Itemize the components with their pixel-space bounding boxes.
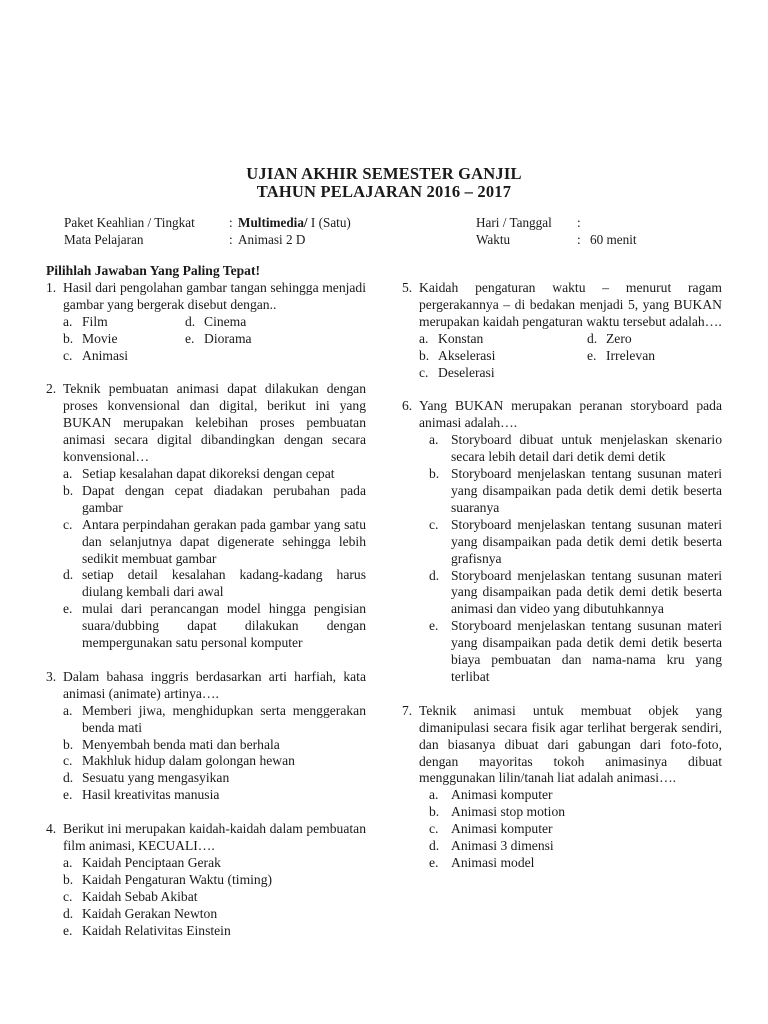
option-a[interactable] bbox=[419, 331, 587, 348]
option-text: setiap detail kesalahan kadang-kadang harus diulang kembali dari awal bbox=[82, 567, 366, 600]
question-text: Berikut ini merupakan kaidah-kaidah dalam pembuatan film animasi, KECUALI…. bbox=[63, 821, 366, 854]
option-c[interactable] bbox=[63, 517, 366, 568]
option-label: d. bbox=[63, 905, 74, 921]
question-number: 7. bbox=[402, 702, 413, 718]
options bbox=[46, 855, 366, 940]
question-stem bbox=[46, 280, 366, 314]
mapel-label: Mata Pelajaran bbox=[64, 232, 144, 247]
waktu-colon: : bbox=[577, 232, 581, 247]
option-label: e. bbox=[63, 787, 73, 803]
question-number: 1. bbox=[46, 279, 57, 295]
option-text: Diorama bbox=[204, 330, 252, 346]
question-4 bbox=[46, 821, 366, 939]
exam-title: UJIAN AKHIR SEMESTER GANJIL bbox=[246, 164, 522, 183]
option-label: b. bbox=[63, 330, 74, 346]
option-text: Hasil kreativitas manusia bbox=[82, 787, 220, 803]
mapel-value: Animasi 2 D bbox=[238, 232, 306, 247]
option-text: Menyembah benda mati dan berhala bbox=[82, 736, 280, 752]
option-label: e. bbox=[63, 922, 73, 938]
question-stem bbox=[46, 669, 366, 703]
option-label: a. bbox=[63, 465, 73, 481]
option-label: e. bbox=[63, 601, 73, 617]
question-number: 6. bbox=[402, 398, 413, 414]
question-3 bbox=[46, 669, 366, 804]
option-text: Animasi stop motion bbox=[451, 804, 566, 820]
question-stem bbox=[402, 280, 722, 331]
option-label: d. bbox=[185, 313, 196, 329]
option-text: Storyboard menjelaskan tentang susunan materi yang disampaikan pada detik demi detik beserta biaya pembuatan dan nama-nama kru yang terlibat bbox=[451, 618, 722, 684]
option-text: Dapat dengan cepat diadakan perubahan pada gambar bbox=[82, 482, 366, 515]
option-text: Konstan bbox=[438, 330, 484, 346]
question-text: Kaidah pengaturan waktu – menurut ragam pergerakannya – di bedakan menjadi 5, yang BUKAN merupakan kaidah pengaturan waktu tersebut adalah…. bbox=[419, 280, 722, 329]
option-d[interactable] bbox=[63, 906, 366, 923]
option-label: b. bbox=[429, 804, 440, 820]
option-text: Kaidah Sebab Akibat bbox=[82, 888, 198, 904]
question-text: Hasil dari pengolahan gambar tangan sehingga menjadi gambar yang bergerak disebut dengan.. bbox=[63, 279, 366, 312]
option-text: Storyboard menjelaskan tentang susunan materi yang disampaikan pada detik demi detik beserta suaranya bbox=[451, 466, 722, 515]
option-b[interactable] bbox=[63, 331, 185, 348]
option-label: c. bbox=[63, 347, 73, 363]
question-text: Teknik pembuatan animasi dapat dilakukan dengan proses konvensional dan digital, berikut ini yang BUKAN merupakan kelebihan proses pembuatan animasi secara digital dibandingkan dengan secara konvensional… bbox=[63, 381, 366, 465]
options bbox=[402, 787, 722, 872]
question-number: 2. bbox=[46, 381, 57, 397]
option-text: Animasi 3 dimensi bbox=[451, 838, 554, 854]
option-a[interactable] bbox=[63, 466, 366, 483]
option-d[interactable] bbox=[587, 331, 722, 348]
option-label: e. bbox=[185, 330, 195, 346]
option-e[interactable] bbox=[185, 331, 366, 348]
options bbox=[46, 466, 366, 652]
option-label: c. bbox=[429, 516, 439, 532]
option-label: b. bbox=[429, 466, 440, 482]
paket-value bbox=[238, 215, 351, 231]
option-text: Memberi jiwa, menghidupkan serta menggerakan benda mati bbox=[82, 702, 366, 735]
options bbox=[402, 331, 722, 382]
option-label: c. bbox=[419, 364, 429, 380]
option-a[interactable] bbox=[429, 432, 722, 466]
option-a[interactable] bbox=[63, 855, 366, 872]
option-c[interactable] bbox=[429, 821, 722, 838]
option-d[interactable] bbox=[185, 314, 366, 331]
option-label: e. bbox=[429, 855, 439, 870]
option-text: Animasi model bbox=[451, 855, 535, 870]
question-stem bbox=[402, 398, 722, 432]
option-label: b. bbox=[419, 347, 430, 363]
option-d[interactable] bbox=[429, 568, 722, 619]
option-text: Movie bbox=[82, 330, 118, 346]
option-label: e. bbox=[587, 347, 597, 363]
option-text: Antara perpindahan gerakan pada gambar yang satu dan selanjutnya dapat digenerate sehingga lebih sedikit membuat gambar bbox=[82, 516, 366, 566]
option-text: Kaidah Gerakan Newton bbox=[82, 905, 218, 921]
option-text: Makhluk hidup dalam golongan hewan bbox=[82, 753, 295, 769]
option-c[interactable] bbox=[63, 889, 366, 906]
option-text: Kaidah Relativitas Einstein bbox=[82, 922, 231, 938]
option-a[interactable] bbox=[429, 787, 722, 804]
paket-label: Paket Keahlian / Tingkat bbox=[64, 215, 195, 230]
option-d[interactable] bbox=[429, 838, 722, 855]
option-c[interactable] bbox=[63, 753, 366, 770]
hari-label: Hari / Tanggal bbox=[476, 215, 552, 230]
question-text: Teknik animasi untuk membuat objek yang dimanipulasi secara fisik agar terlihat bergerak sendiri, dan biasanya dibuat dari gabungan dari foto-foto, dengan mayoritas tokoh animasinya dibuat menggunakan lilin/tanah liat adalah animasi…. bbox=[419, 702, 722, 786]
waktu-value: 60 menit bbox=[590, 232, 637, 247]
option-label: d. bbox=[429, 838, 440, 854]
option-b[interactable] bbox=[419, 348, 587, 365]
question-6 bbox=[402, 398, 722, 685]
option-text: Deselerasi bbox=[438, 364, 495, 380]
option-text: Animasi bbox=[82, 347, 129, 363]
option-text: Sesuatu yang mengasyikan bbox=[82, 770, 230, 786]
option-text: Kaidah Pengaturan Waktu (timing) bbox=[82, 871, 273, 887]
option-label: a. bbox=[419, 330, 429, 346]
option-text: Animasi komputer bbox=[451, 787, 553, 803]
option-label: d. bbox=[429, 567, 440, 583]
option-a[interactable] bbox=[63, 703, 366, 737]
option-b[interactable] bbox=[429, 466, 722, 517]
option-text: Storyboard menjelaskan tentang susunan materi yang disampaikan pada detik demi detik beserta grafisnya bbox=[451, 516, 722, 566]
option-text: mulai dari perancangan model hingga pengisian suara/dubbing dapat dilakukan dengan mempergunakan satu personal komputer bbox=[82, 601, 366, 651]
option-label: a. bbox=[429, 432, 439, 448]
mapel-colon: : bbox=[229, 232, 233, 247]
options bbox=[46, 703, 366, 804]
option-c[interactable] bbox=[429, 517, 722, 568]
option-b[interactable] bbox=[63, 737, 366, 754]
option-e[interactable] bbox=[587, 348, 722, 365]
option-label: c. bbox=[429, 821, 439, 837]
option-label: d. bbox=[587, 330, 598, 346]
option-label: a. bbox=[63, 313, 73, 329]
option-e[interactable] bbox=[429, 855, 722, 872]
option-text: Storyboard dibuat untuk menjelaskan skenario secara lebih detail dari detik demi detik bbox=[451, 432, 722, 465]
question-stem bbox=[46, 381, 366, 466]
option-d[interactable] bbox=[63, 770, 366, 787]
question-1 bbox=[46, 280, 366, 365]
question-number: 4. bbox=[46, 821, 57, 837]
option-b[interactable] bbox=[63, 872, 366, 889]
option-label: c. bbox=[63, 516, 73, 532]
option-label: e. bbox=[429, 618, 439, 634]
option-label: a. bbox=[63, 702, 73, 718]
option-text: Setiap kesalahan dapat dikoreksi dengan cepat bbox=[82, 465, 335, 481]
option-label: b. bbox=[63, 871, 74, 887]
left-column bbox=[46, 263, 366, 940]
option-text: Animasi komputer bbox=[451, 821, 553, 837]
option-b[interactable] bbox=[63, 483, 366, 517]
question-5 bbox=[402, 280, 722, 381]
paket-value-rest: I (Satu) bbox=[307, 215, 351, 230]
option-label: b. bbox=[63, 482, 74, 498]
option-text: Akselerasi bbox=[438, 347, 496, 363]
option-label: b. bbox=[63, 736, 74, 752]
option-b[interactable] bbox=[429, 804, 722, 821]
option-label: a. bbox=[429, 787, 439, 803]
option-label: c. bbox=[63, 888, 73, 904]
paket-value-bold: Multimedia/ bbox=[238, 215, 308, 230]
option-e[interactable] bbox=[429, 618, 722, 686]
right-column bbox=[402, 280, 722, 872]
paket-colon: : bbox=[229, 215, 233, 230]
option-label: c. bbox=[63, 753, 73, 769]
instruction: Pilihlah Jawaban Yang Paling Tepat! bbox=[46, 263, 261, 278]
option-c[interactable] bbox=[419, 365, 587, 382]
option-label: d. bbox=[63, 567, 74, 583]
option-e[interactable] bbox=[63, 601, 366, 652]
option-text: Cinema bbox=[204, 313, 247, 329]
option-text: Irrelevan bbox=[606, 347, 656, 363]
question-text: Dalam bahasa inggris berdasarkan arti harfiah, kata animasi (animate) artinya…. bbox=[63, 668, 366, 701]
academic-year-title: TAHUN PELAJARAN 2016 – 2017 bbox=[256, 182, 512, 201]
option-text: Film bbox=[82, 313, 108, 329]
option-label: d. bbox=[63, 770, 74, 786]
option-text: Storyboard menjelaskan tentang susunan materi yang disampaikan pada detik demi detik beserta animasi dan video yang dibutuhkannya bbox=[451, 567, 722, 617]
option-label: a. bbox=[63, 855, 73, 870]
option-a[interactable] bbox=[63, 314, 185, 331]
options bbox=[46, 314, 366, 365]
option-text: Kaidah Penciptaan Gerak bbox=[82, 855, 221, 870]
question-text: Yang BUKAN merupakan peranan storyboard pada animasi adalah…. bbox=[419, 398, 722, 431]
question-stem bbox=[46, 821, 366, 855]
question-stem bbox=[402, 703, 722, 788]
option-c[interactable] bbox=[63, 348, 185, 365]
question-number: 5. bbox=[402, 280, 413, 295]
waktu-label: Waktu bbox=[476, 232, 511, 247]
option-e[interactable] bbox=[63, 787, 366, 804]
option-text: Zero bbox=[606, 330, 632, 346]
question-7 bbox=[402, 703, 722, 872]
option-e[interactable] bbox=[63, 923, 366, 940]
hari-colon: : bbox=[577, 215, 581, 230]
options bbox=[402, 432, 722, 686]
option-d[interactable] bbox=[63, 567, 366, 601]
question-2 bbox=[46, 381, 366, 652]
question-number: 3. bbox=[46, 668, 57, 684]
